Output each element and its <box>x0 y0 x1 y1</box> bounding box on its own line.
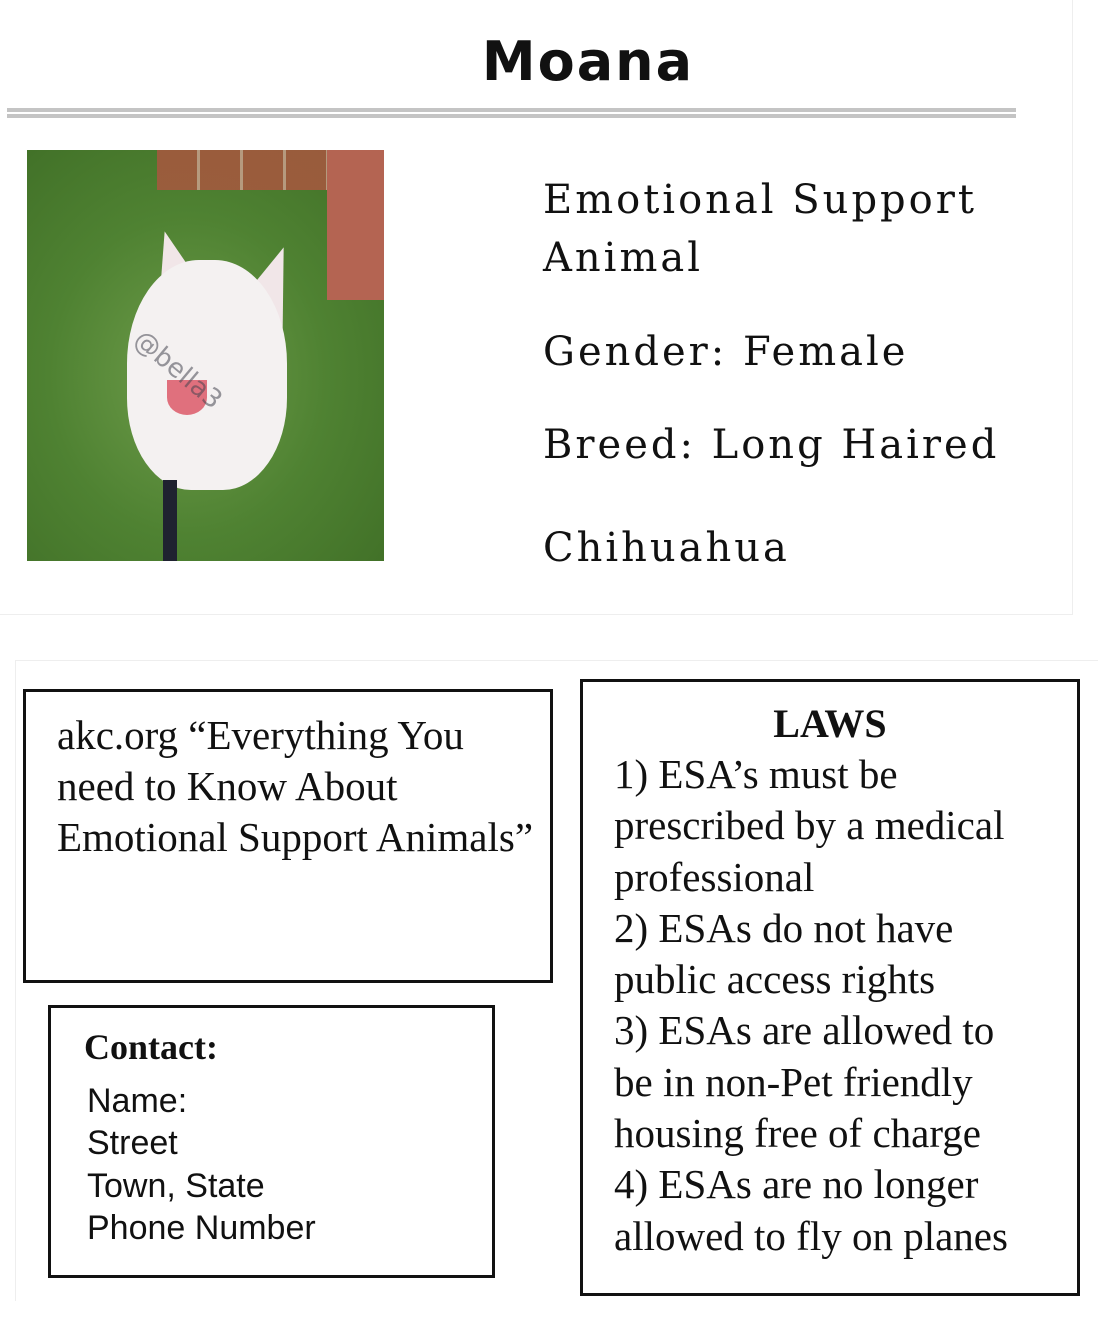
photo-watermark: @bella3 <box>127 324 228 416</box>
title-divider-bottom <box>7 114 1016 118</box>
dog-photo <box>27 150 384 561</box>
source-text: akc.org “Everything You need to Know About Emotional Support Animals” <box>57 712 534 860</box>
animal-type-line2: Animal <box>543 235 704 281</box>
law-line: housing free of charge <box>614 1110 981 1157</box>
law-line: 4) ESAs are no longer <box>614 1161 979 1208</box>
law-line: professional <box>614 853 815 900</box>
law-line: be in non-Pet friendly <box>614 1058 973 1105</box>
law-line: allowed to fly on planes <box>614 1212 1008 1259</box>
laws-heading: LAWS <box>773 701 887 746</box>
contact-heading: Contact: <box>84 1027 218 1067</box>
law-line: 3) ESAs are allowed to <box>614 1007 995 1054</box>
contact-phone: Phone Number <box>87 1209 316 1247</box>
law-line: public access rights <box>614 956 936 1003</box>
laws-list <box>614 749 1074 1262</box>
brick-wall-side <box>327 150 384 300</box>
leash <box>163 480 177 561</box>
animal-type-line1: Emotional Support <box>543 177 977 223</box>
title-divider-top <box>7 108 1016 112</box>
law-line: 2) ESAs do not have <box>614 904 954 951</box>
page-title: Moana <box>481 30 695 93</box>
gender: Gender: Female <box>543 329 909 375</box>
breed-line2: Chihuahua <box>543 525 790 571</box>
contact-name: Name: <box>87 1082 188 1120</box>
contact-town-state: Town, State <box>87 1167 265 1205</box>
law-line: prescribed by a medical <box>614 802 1005 849</box>
law-line: 1) ESA’s must be <box>614 751 898 797</box>
contact-street: Street <box>87 1124 178 1162</box>
breed-line1: Breed: Long Haired <box>543 422 1000 468</box>
